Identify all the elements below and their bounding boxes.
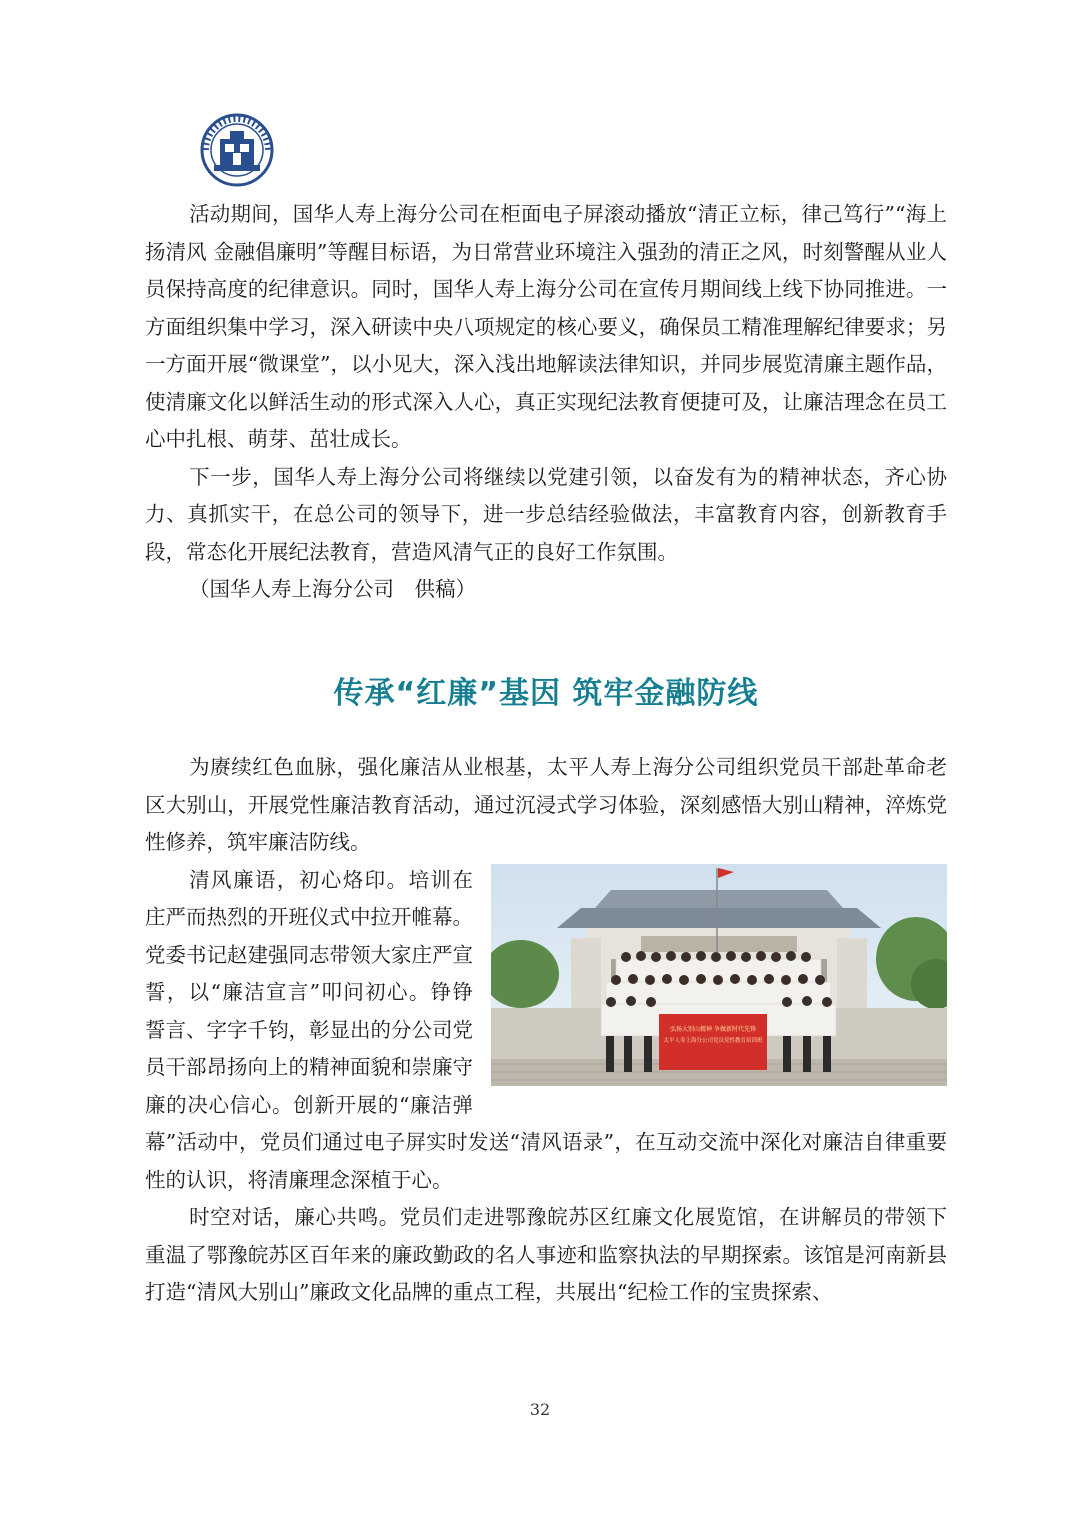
page-number: 32 <box>529 1400 551 1419</box>
paragraph: 下一步，国华人寿上海分公司将继续以党建引领，以奋发有为的精神状态，齐心协力、真抓实干，在总公司的领导下，进一步总结经验做法，丰富教育内容，创新教育手段，常态化开展纪法教育，营造风清气正的良好工作氛围。 <box>145 464 947 564</box>
paragraph: 活动期间，国华人寿上海分公司在柜面电子屏滚动播放“清正立标，律己笃行”“海上扬清风 金融倡廉明”等醒目标语，为日常营业环境注入强劲的清正之风，时刻警醒从业人员保持高度的纪律意识。同时，国华人寿上海分公司在宣传月期间线上线下协同推进。一方面组织集中学习，深入研读中央八项规定的核心要义，确保员工精准理解纪律要求；另一方面开展“微课堂”，以小见大，深入浅出地解读法律知识，并同步展览清廉主题作品，使清廉文化以鲜活生动的形式深入人心，真正实现纪法教育便捷可及，让廉洁理念在员工心中扎根、萌芽、茁壮成长。 <box>145 202 947 451</box>
group-photo <box>491 864 947 1086</box>
section-continued-text <box>145 196 947 609</box>
article-source: （国华人寿上海分公司 供稿） <box>189 577 477 601</box>
banner-text: 弘扬大别山精神 争做新时代先锋 <box>670 1025 756 1033</box>
article-title: 传承“红廉”基因 筑牢金融防线 <box>333 676 759 711</box>
article-body <box>145 749 947 1312</box>
paragraph: 时空对话，廉心共鸣。党员们走进鄂豫皖苏区红廉文化展览馆，在讲解员的带领下重温了鄂豫皖苏区百年来的廉政勤政的名人事迹和监察执法的早期探索。该馆是河南新县打造“清风大别山”廉政文化品牌的重点工程，共展出“纪检工作的宝贵探索、 <box>145 1205 947 1304</box>
banner-text: 太平人寿上海分公司党员党性教育培训班 <box>663 1037 763 1044</box>
paragraph: 清风廉语，初心烙印。培训在庄严而热烈的开班仪式中拉开帷幕。党委书记赵建强同志带领大家庄严宣誓，以“廉洁宣言”叩问初心。铮铮誓言、字字千钧，彰显出的分公司党员干部昂扬向上的精神面貌和崇廉守廉的决心信心。创新开展的“廉洁弹幕”活动中，党员们通过电子屏实时发送“清风语录”，在互动交流中深化对廉洁自律重要性的认识，将清廉理念深植于心。 <box>145 867 947 1192</box>
company-seal-icon <box>200 113 274 187</box>
paragraph: 为赓续红色血脉，强化廉洁从业根基，太平人寿上海分公司组织党员干部赴革命老区大别山，开展党性廉洁教育活动，通过沉浸式学习体验，深刻感悟大别山精神，淬炼党性修养，筑牢廉洁防线。 <box>145 755 947 854</box>
